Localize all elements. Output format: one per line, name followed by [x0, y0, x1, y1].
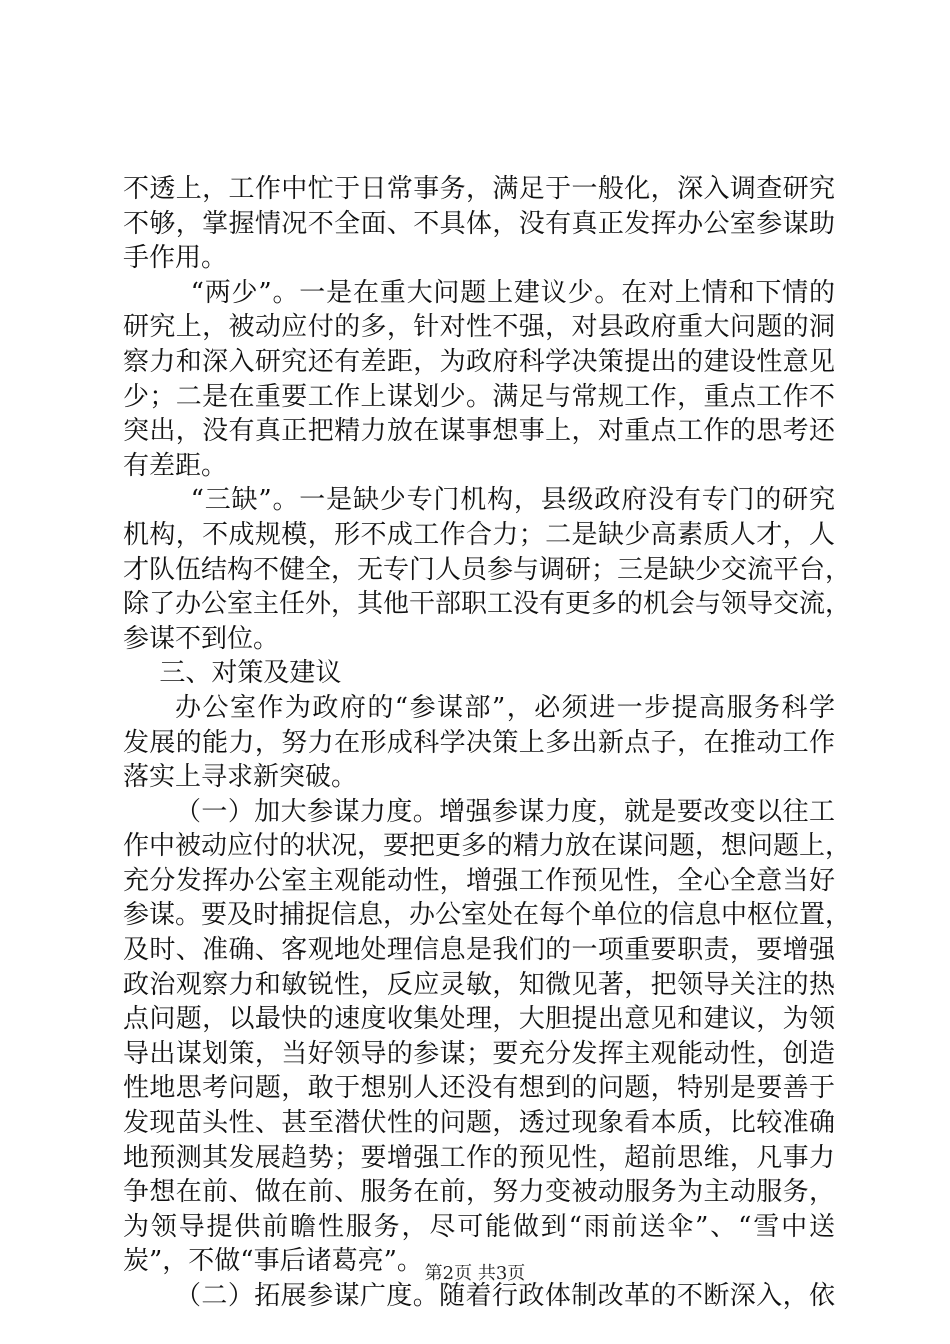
text-line: 三、对策及建议 — [159, 658, 342, 689]
text-line: 为领导提供前瞻性服务，尽可能做到“雨前送伞”、“雪中送 — [123, 1211, 835, 1242]
text-line: 导出谋划策，当好领导的参谋；要充分发挥主观能动性，创造 — [123, 1038, 835, 1069]
text-line: 落实上寻求新突破。 — [123, 762, 358, 793]
text-line: 突出，没有真正把精力放在谋事想事上，对重点工作的思考还 — [123, 416, 835, 447]
text-line: 及时、准确、客观地处理信息是我们的一项重要职责，要增强 — [123, 935, 835, 966]
text-line: 手作用。 — [123, 243, 228, 274]
text-line: 地预测其发展趋势；要增强工作的预见性，超前思维，凡事力 — [123, 1142, 835, 1173]
text-line: 炭”，不做“事后诸葛亮”。 — [123, 1246, 423, 1277]
text-line: 政治观察力和敏锐性，反应灵敏，知微见著，把领导关注的热 — [123, 969, 835, 1000]
text-line: 机构，不成规模，形不成工作合力；二是缺少高素质人才，人 — [123, 519, 835, 550]
text-line: （一）加大参谋力度。增强参谋力度，就是要改变以往工 — [175, 796, 835, 827]
text-line: “两少”。一是在重大问题上建议少。在对上情和下情的 — [190, 277, 835, 308]
text-line: 少；二是在重要工作上谋划少。满足与常规工作，重点工作不 — [123, 381, 835, 412]
text-line: 参谋。要及时捕捉信息，办公室处在每个单位的信息中枢位置， — [123, 900, 852, 931]
text-line: 参谋不到位。 — [123, 623, 280, 654]
text-line: 除了办公室主任外，其他干部职工没有更多的机会与领导交流， — [123, 589, 852, 620]
document-body — [123, 172, 852, 1314]
text-line: “三缺”。一是缺少专门机构，县级政府没有专门的研究 — [190, 485, 835, 516]
text-line: 发展的能力，努力在形成科学决策上多出新点子，在推动工作 — [123, 727, 835, 758]
text-line: 不够，掌握情况不全面、不具体，没有真正发挥办公室参谋助 — [123, 208, 835, 239]
text-line: 不透上，工作中忙于日常事务，满足于一般化，深入调查研究 — [123, 174, 835, 204]
text-line: 办公室作为政府的“参谋部”，必须进一步提高服务科学 — [175, 692, 835, 723]
text-line: 发现苗头性、甚至潜伏性的问题，透过现象看本质，比较准确 — [123, 1108, 835, 1139]
text-line: （二）拓展参谋广度。随着行政体制改革的不断深入，依 — [175, 1281, 835, 1311]
text-line: 研究上，被动应付的多，针对性不强，对县政府重大问题的洞 — [123, 312, 835, 343]
text-line: 作中被动应付的状况，要把更多的精力放在谋问题，想问题上， — [123, 831, 852, 862]
text-line: 才队伍结构不健全，无专门人员参与调研；三是缺少交流平台， — [123, 554, 852, 585]
text-line: 察力和深入研究还有差距，为政府科学决策提出的建设性意见 — [123, 346, 835, 377]
page-footer: 第2页 共3页 — [424, 1263, 526, 1284]
text-line: 争想在前、做在前、服务在前，努力变被动服务为主动服务， — [123, 1177, 835, 1208]
text-line: 充分发挥办公室主观能动性，增强工作预见性，全心全意当好 — [123, 865, 835, 896]
text-line: 性地思考问题，敢于想别人还没有想到的问题，特别是要善于 — [123, 1073, 835, 1104]
text-line: 点问题，以最快的速度收集处理，大胆提出意见和建议，为领 — [123, 1004, 835, 1035]
text-line: 有差距。 — [123, 450, 228, 481]
